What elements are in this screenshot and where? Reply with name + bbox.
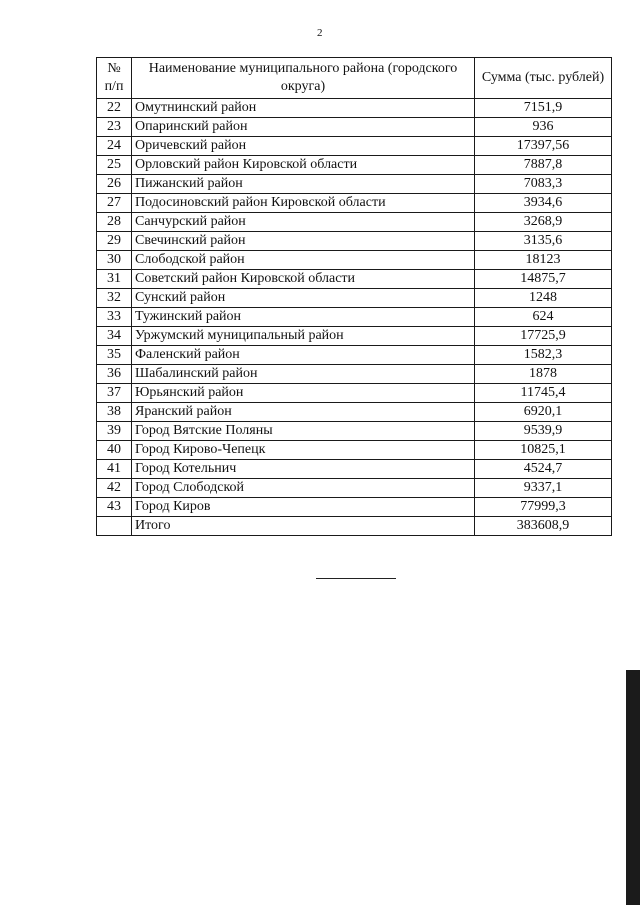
table-row bbox=[97, 346, 612, 365]
district-name: Тужинский район bbox=[132, 308, 475, 327]
table-row bbox=[97, 213, 612, 232]
table-row bbox=[97, 327, 612, 346]
district-name: Подосиновский район Кировской области bbox=[132, 194, 475, 213]
row-sum: 17397,56 bbox=[475, 137, 612, 156]
row-sum: 3934,6 bbox=[475, 194, 612, 213]
allocation-table bbox=[96, 57, 612, 536]
row-number: 23 bbox=[97, 118, 132, 137]
table-row bbox=[97, 460, 612, 479]
table-row bbox=[97, 251, 612, 270]
table-row bbox=[97, 156, 612, 175]
district-name: Город Котельнич bbox=[132, 460, 475, 479]
row-number: 43 bbox=[97, 498, 132, 517]
row-number: 29 bbox=[97, 232, 132, 251]
table-header-row bbox=[97, 58, 612, 99]
row-sum: 17725,9 bbox=[475, 327, 612, 346]
district-name: Слободской район bbox=[132, 251, 475, 270]
table-row bbox=[97, 118, 612, 137]
row-sum: 1582,3 bbox=[475, 346, 612, 365]
row-number: 24 bbox=[97, 137, 132, 156]
row-number: 37 bbox=[97, 384, 132, 403]
table-row bbox=[97, 270, 612, 289]
row-sum: 936 bbox=[475, 118, 612, 137]
row-sum: 4524,7 bbox=[475, 460, 612, 479]
row-sum: 10825,1 bbox=[475, 441, 612, 460]
table-row bbox=[97, 137, 612, 156]
district-name: Юрьянский район bbox=[132, 384, 475, 403]
row-sum: 14875,7 bbox=[475, 270, 612, 289]
row-sum: 7151,9 bbox=[475, 99, 612, 118]
row-number: 40 bbox=[97, 441, 132, 460]
table-row bbox=[97, 308, 612, 327]
table-row bbox=[97, 422, 612, 441]
row-number: 28 bbox=[97, 213, 132, 232]
table-row bbox=[97, 99, 612, 118]
district-name: Санчурский район bbox=[132, 213, 475, 232]
scan-edge-mark bbox=[626, 670, 640, 905]
row-number: 39 bbox=[97, 422, 132, 441]
row-number: 27 bbox=[97, 194, 132, 213]
row-number: 26 bbox=[97, 175, 132, 194]
row-sum: 6920,1 bbox=[475, 403, 612, 422]
row-number: 22 bbox=[97, 99, 132, 118]
district-name: Свечинский район bbox=[132, 232, 475, 251]
total-sum: 383608,9 bbox=[475, 517, 612, 536]
header-district-name: Наименование муниципального района (городского округа) bbox=[132, 58, 475, 99]
row-sum: 11745,4 bbox=[475, 384, 612, 403]
district-name: Пижанский район bbox=[132, 175, 475, 194]
row-sum: 3268,9 bbox=[475, 213, 612, 232]
district-name: Шабалинский район bbox=[132, 365, 475, 384]
district-name: Орловский район Кировской области bbox=[132, 156, 475, 175]
row-number: 42 bbox=[97, 479, 132, 498]
table-row bbox=[97, 441, 612, 460]
table-row bbox=[97, 365, 612, 384]
table-row bbox=[97, 384, 612, 403]
row-sum: 9539,9 bbox=[475, 422, 612, 441]
header-sum: Сумма (тыс. рублей) bbox=[475, 58, 612, 99]
row-number: 34 bbox=[97, 327, 132, 346]
row-number: 33 bbox=[97, 308, 132, 327]
district-name: Советский район Кировской области bbox=[132, 270, 475, 289]
row-number: 38 bbox=[97, 403, 132, 422]
district-name: Город Слободской bbox=[132, 479, 475, 498]
row-sum: 1248 bbox=[475, 289, 612, 308]
row-sum: 9337,1 bbox=[475, 479, 612, 498]
district-name: Город Киров bbox=[132, 498, 475, 517]
row-sum: 18123 bbox=[475, 251, 612, 270]
district-name: Сунский район bbox=[132, 289, 475, 308]
table-row bbox=[97, 479, 612, 498]
row-number: 32 bbox=[97, 289, 132, 308]
district-name: Оричевский район bbox=[132, 137, 475, 156]
table-row bbox=[97, 175, 612, 194]
row-number: 25 bbox=[97, 156, 132, 175]
header-number: № п/п bbox=[97, 58, 132, 99]
district-name: Город Кирово-Чепецк bbox=[132, 441, 475, 460]
page-number: 2 bbox=[317, 27, 323, 39]
district-name: Опаринский район bbox=[132, 118, 475, 137]
row-number: 30 bbox=[97, 251, 132, 270]
district-name: Яранский район bbox=[132, 403, 475, 422]
table-row bbox=[97, 403, 612, 422]
row-sum: 3135,6 bbox=[475, 232, 612, 251]
row-number: 41 bbox=[97, 460, 132, 479]
total-name: Итого bbox=[132, 517, 475, 536]
district-name: Фаленский район bbox=[132, 346, 475, 365]
end-rule bbox=[316, 578, 396, 579]
row-sum: 77999,3 bbox=[475, 498, 612, 517]
total-row bbox=[97, 517, 612, 536]
row-number: 31 bbox=[97, 270, 132, 289]
row-number: 35 bbox=[97, 346, 132, 365]
row-number: 36 bbox=[97, 365, 132, 384]
row-sum: 624 bbox=[475, 308, 612, 327]
table-body bbox=[97, 99, 612, 536]
total-number bbox=[97, 517, 132, 536]
district-name: Омутнинский район bbox=[132, 99, 475, 118]
district-name: Город Вятские Поляны bbox=[132, 422, 475, 441]
table-row bbox=[97, 232, 612, 251]
district-name: Уржумский муниципальный район bbox=[132, 327, 475, 346]
table-row bbox=[97, 498, 612, 517]
row-sum: 7887,8 bbox=[475, 156, 612, 175]
table-row bbox=[97, 289, 612, 308]
table-row bbox=[97, 194, 612, 213]
row-sum: 1878 bbox=[475, 365, 612, 384]
row-sum: 7083,3 bbox=[475, 175, 612, 194]
